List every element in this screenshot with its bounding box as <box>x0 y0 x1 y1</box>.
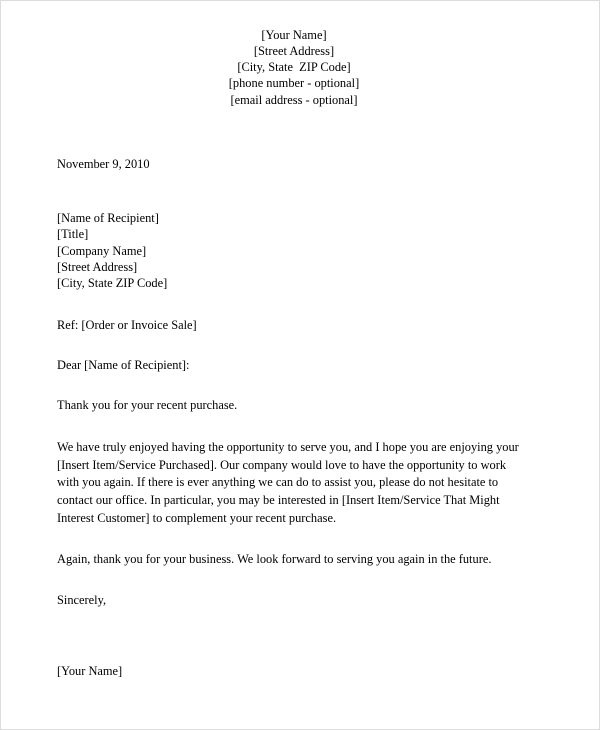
signature-name: [Your Name] <box>57 663 123 678</box>
letterhead-line-email: [email address - optional] <box>230 92 358 107</box>
letterhead-line-street: [Street Address] <box>253 44 335 59</box>
letterhead <box>57 27 531 108</box>
recipient-line-street: [Street Address] <box>57 259 138 274</box>
letterhead-line-city: [City, State ZIP Code] <box>237 60 351 75</box>
recipient-line-name: [Name of Recipient] <box>57 210 159 225</box>
salutation-line: Dear [Name of Recipient]: <box>57 357 190 372</box>
letterhead-line-name: [Your Name] <box>261 28 327 42</box>
letterhead-line-phone: [phone number - optional] <box>228 76 360 91</box>
recipient-line-company: [Company Name] <box>57 243 147 258</box>
recipient-line-title: [Title] <box>57 227 89 242</box>
reference-line: Ref: [Order or Invoice Sale] <box>57 317 197 332</box>
letter-body <box>1 1 600 679</box>
recipient-address-block <box>57 210 531 292</box>
recipient-line-city: [City, State ZIP Code] <box>57 276 168 291</box>
body-paragraph: We have truly enjoyed having the opportunity to serve you, and I hope you are enjoying your [Insert Item/Service Purchased]. Our company would love to have the opportunity to work with you again. If there is ever anything we can do to assist you, please do not hesitate to contact our office. In particular, you may be interested in [Insert Item/Service That Might Interest Customer] to complement your recent purchase. <box>57 440 519 525</box>
opening-paragraph: Thank you for your recent purchase. <box>57 397 238 412</box>
closing-paragraph: Again, thank you for your business. We look forward to serving you again in the future. <box>57 552 492 567</box>
date-line: November 9, 2010 <box>57 156 150 171</box>
complimentary-close: Sincerely, <box>57 592 107 607</box>
